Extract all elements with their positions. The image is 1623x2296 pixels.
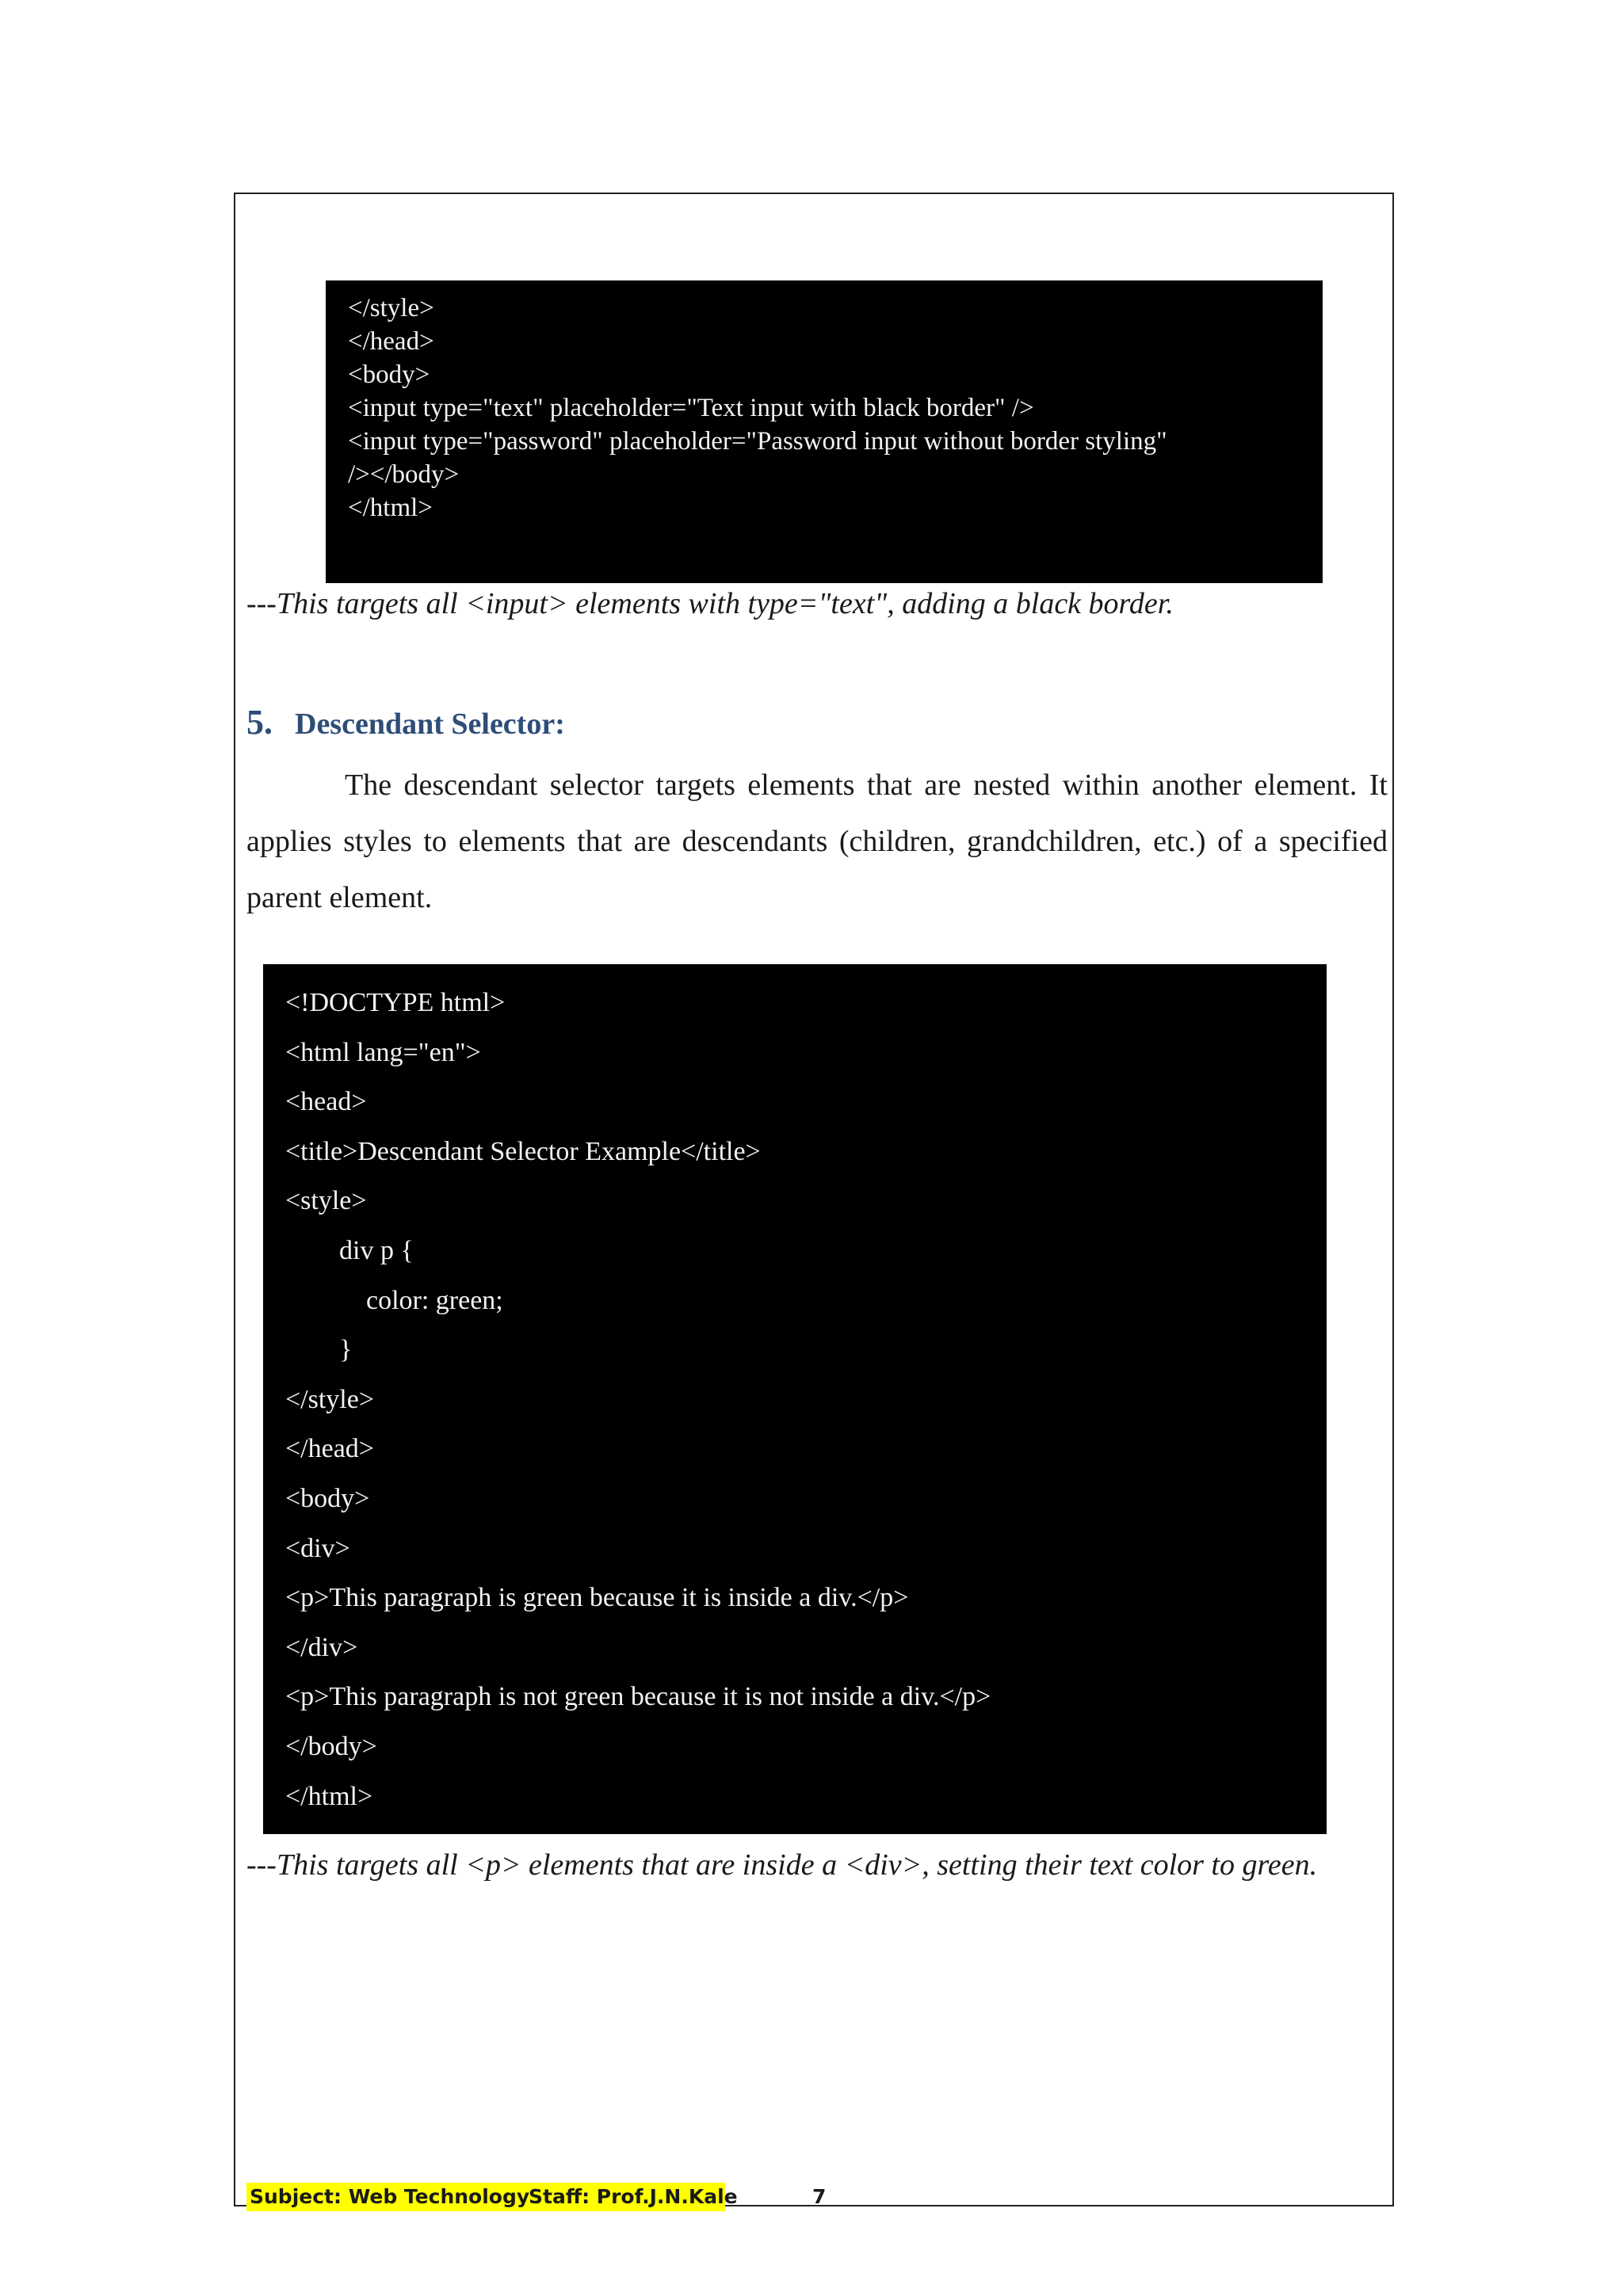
code-block-descendant-example [263, 964, 1327, 1834]
code-line: /></body> [348, 460, 460, 489]
code-line: <input type="text" placeholder="Text input with black border" /> [348, 394, 1034, 422]
code-line: <p>This paragraph is green because it is inside a div.</p> [285, 1583, 909, 1613]
code-line: </style> [285, 1384, 375, 1414]
code-line: </body> [285, 1731, 377, 1761]
footer-subject: Subject: Web Technology [250, 2185, 530, 2208]
caption-attribute-selector: ---This targets all <input> elements with type="text", adding a black border. [246, 587, 1174, 620]
code-line: <div> [285, 1533, 350, 1563]
code-line: </html> [348, 494, 433, 522]
footer-staff: Staff: Prof.J.N.Kale [529, 2185, 738, 2208]
code-line: <title>Descendant Selector Example</title> [285, 1136, 761, 1166]
code-line: </style> [348, 294, 434, 322]
code-line: <input type="password" placeholder="Password input without border styling" [348, 427, 1167, 456]
code-line: } [285, 1335, 353, 1365]
code-line: div p { [285, 1235, 414, 1265]
section-heading [246, 702, 565, 742]
code-line: </div> [285, 1632, 358, 1662]
section-number: 5. [246, 703, 273, 742]
footer-highlight [246, 2183, 738, 2211]
code-line: </head> [348, 327, 434, 356]
code-line: </html> [285, 1781, 373, 1811]
code-line: </head> [285, 1434, 374, 1464]
code-line: <p>This paragraph is not green because it is not inside a div.</p> [285, 1682, 991, 1712]
code-line: <html lang="en"> [285, 1037, 481, 1067]
code-line: <style> [285, 1186, 367, 1216]
caption-descendant-selector: ---This targets all <p> elements that are inside a <div>, setting their text color to green. [246, 1848, 1318, 1882]
page-number: 7 [812, 2185, 827, 2208]
code-line: <body> [348, 360, 430, 389]
section-paragraph: The descendant selector targets elements that are nested within another element. It applies styles to elements that are descendants (children, grandchildren, etc.) of a specified parent element. [246, 769, 1388, 914]
code-line: <body> [285, 1483, 370, 1513]
code-block-input-example [326, 280, 1323, 583]
section-title: Descendant Selector: [295, 707, 565, 741]
code-line: color: green; [285, 1285, 503, 1315]
code-line: <!DOCTYPE html> [285, 988, 506, 1017]
code-line: <head> [285, 1087, 367, 1117]
